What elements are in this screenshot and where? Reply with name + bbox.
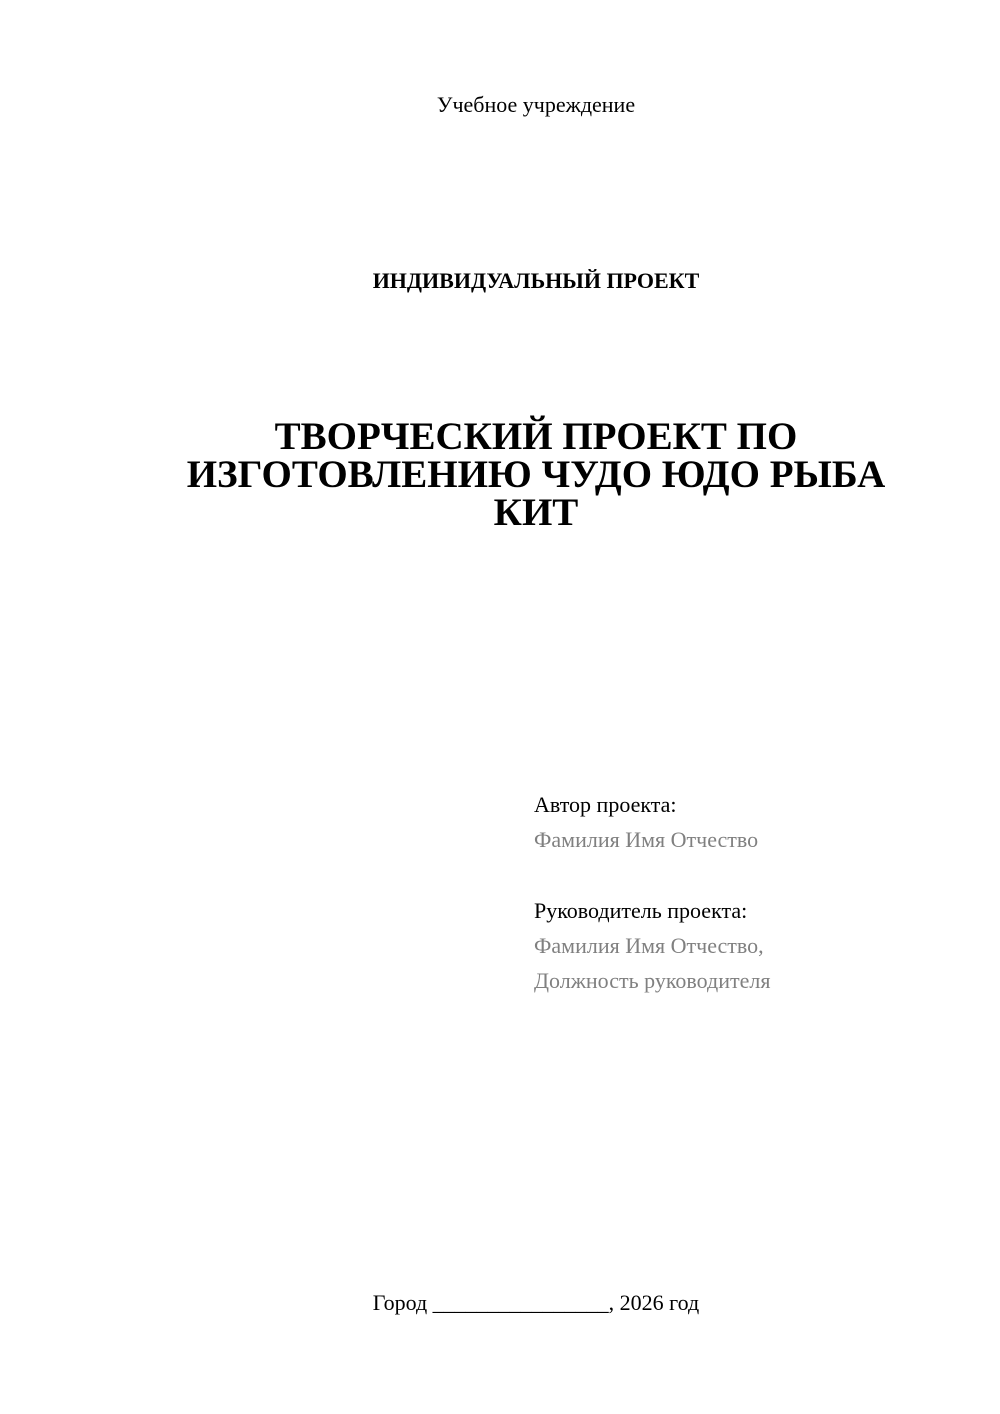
supervisor-position-placeholder: Должность руководителя (534, 968, 771, 993)
supervisor-block (534, 893, 974, 998)
city-year-line (0, 1290, 1000, 1316)
author-label: Автор проекта: (534, 792, 677, 817)
project-title-line-3: КИТ (493, 491, 579, 534)
supervisor-label: Руководитель проекта: (534, 898, 748, 923)
project-title-line-1: ТВОРЧЕСКИЙ ПРОЕКТ ПО (274, 415, 798, 458)
city-blank: ________________ (432, 1290, 609, 1315)
project-title-line-2: ИЗГОТОВЛЕНИЮ ЧУДО ЮДО РЫБА (186, 453, 886, 496)
city-label: Город (372, 1290, 428, 1315)
author-name-placeholder: Фамилия Имя Отчество (534, 827, 759, 852)
year-text: , 2026 год (608, 1290, 700, 1315)
project-title (150, 415, 922, 534)
institution-name: Учебное учреждение (436, 92, 636, 117)
supervisor-name-placeholder: Фамилия Имя Отчество, (534, 933, 764, 958)
project-type-heading: ИНДИВИДУАЛЬНЫЙ ПРОЕКТ (372, 268, 700, 293)
author-block (534, 787, 974, 857)
